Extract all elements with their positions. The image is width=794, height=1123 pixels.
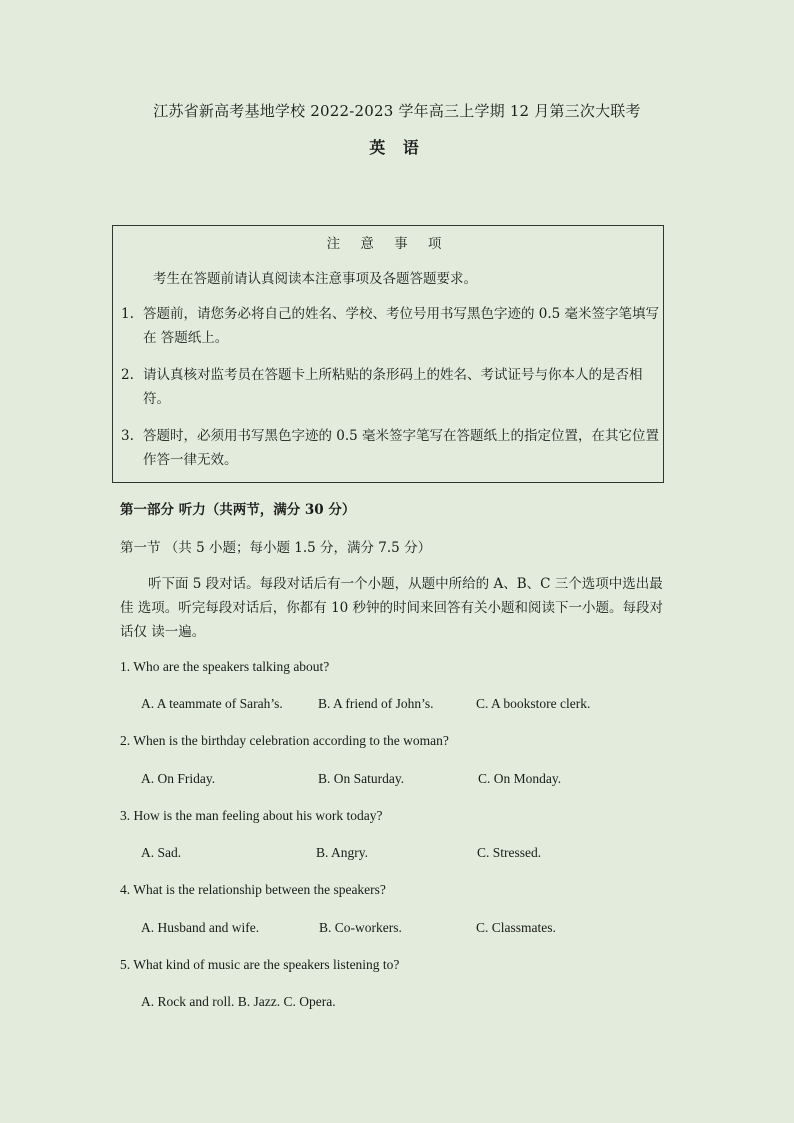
notice-item-text: 答题前，请您务必将自己的姓名、学校、考位号用书写黑色字迹的 0.5 毫米签字笔填写在 答题纸上。 [143, 306, 660, 346]
option-c: C. Stressed. [477, 845, 542, 860]
question-3: 3. How is the man feeling about his work today? [120, 808, 383, 823]
option-a: A. On Friday. [141, 771, 216, 786]
subject-title: 英 语 [369, 138, 425, 157]
question-5: 5. What kind of music are the speakers listening to? [120, 957, 400, 972]
question-4: 4. What is the relationship between the speakers? [120, 882, 386, 897]
notice-item-text: 答题时，必须用书写黑色字迹的 0.5 毫米签字笔写在答题纸上的指定位置，在其它位置作答一律无效。 [143, 428, 660, 468]
section1-heading: 第一节 （共 5 小题；每小题 1.5 分，满分 7.5 分） [120, 540, 432, 556]
option-a: A. A teammate of Sarah’s. [141, 696, 283, 711]
question-1: 1. Who are the speakers talking about? [120, 659, 330, 674]
listening-instructions: 听下面 5 段对话。每段对话后有一个小题，从题中所给的 A、B、C 三个选项中选出最佳 选项。听完每段对话后，你都有 10 秒钟的时间来回答有关小题和阅读下一小题。每段对话仅 读一遍。 [120, 576, 664, 640]
notice-item-number: 2. [121, 367, 134, 383]
notice-item-text: 请认真核对监考员在答题卡上所粘贴的条形码上的姓名、考试证号与你本人的是否相符。 [143, 367, 643, 407]
notice-item [121, 302, 661, 350]
option-c: C. A bookstore clerk. [476, 696, 591, 711]
notice-item-number: 1. [121, 306, 134, 322]
option-b: B. Co-workers. [319, 920, 402, 935]
notice-item [121, 424, 661, 472]
option-b: B. On Saturday. [318, 771, 405, 786]
option-a: A. Husband and wife. [141, 920, 260, 935]
question-2: 2. When is the birthday celebration according to the woman? [120, 733, 449, 748]
options-inline: A. Rock and roll. B. Jazz. C. Opera. [141, 994, 336, 1009]
notice-item [121, 363, 661, 411]
option-a: A. Sad. [141, 845, 182, 860]
option-c: C. On Monday. [478, 771, 562, 786]
option-b: B. A friend of John’s. [318, 696, 434, 711]
option-b: B. Angry. [316, 845, 369, 860]
exam-title: 江苏省新高考基地学校 2022-2023 学年高三上学期 12 月第三次大联考 [153, 102, 641, 120]
notice-title: 注 意 事 项 [326, 236, 450, 252]
notice-intro: 考生在答题前请认真阅读本注意事项及各题答题要求。 [153, 271, 477, 287]
notice-item-number: 3. [121, 428, 134, 444]
notice-box [112, 225, 664, 483]
part1-heading: 第一部分 听力（共两节，满分 30 分） [120, 502, 356, 518]
option-c: C. Classmates. [476, 920, 556, 935]
